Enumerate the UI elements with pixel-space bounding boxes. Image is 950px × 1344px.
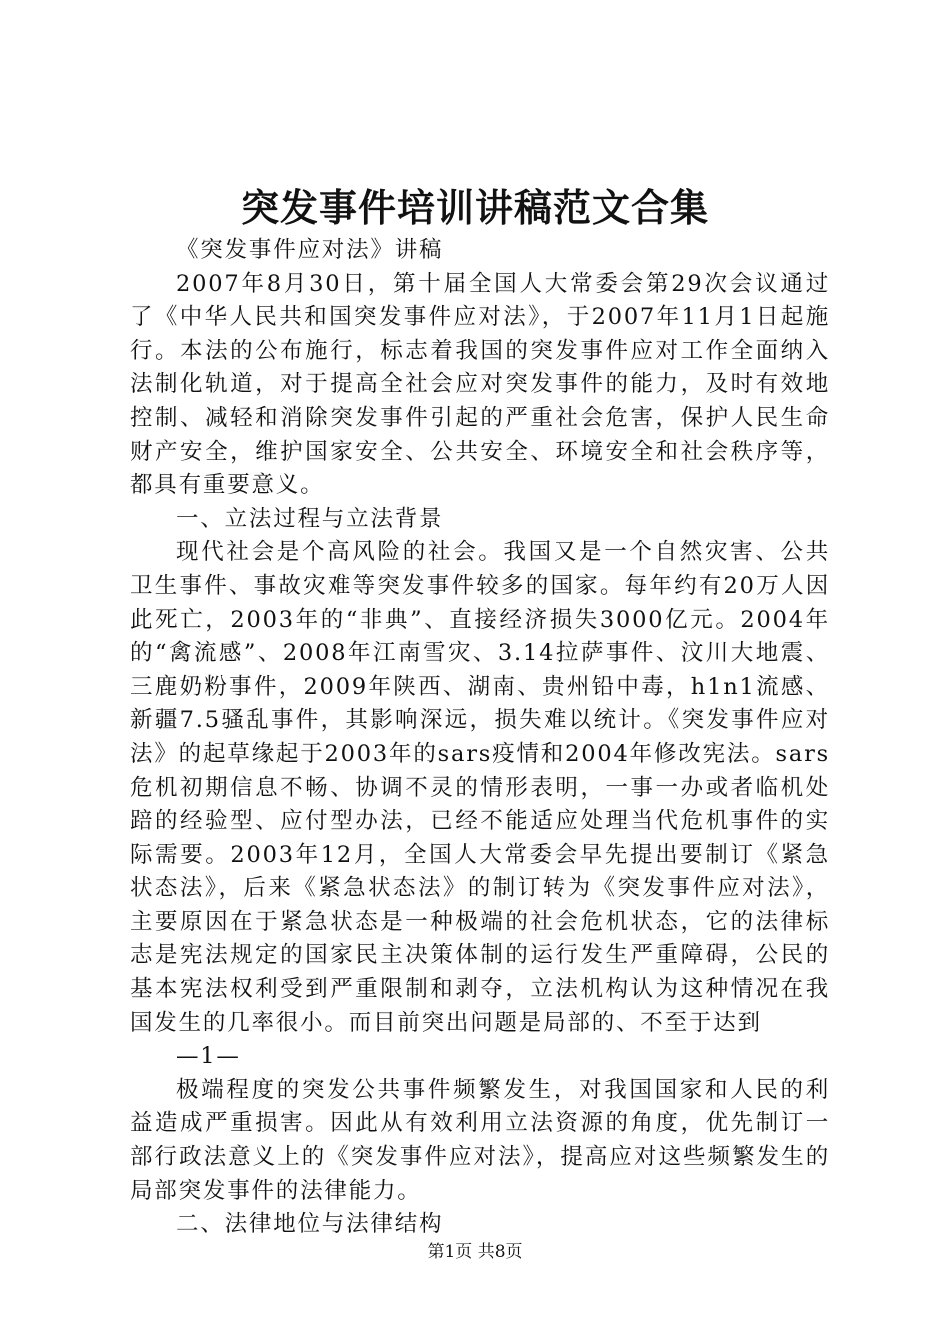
section-heading-2: 二、法律地位与法律结构 xyxy=(176,1211,444,1238)
paragraph-continuation: 极端程度的突发公共事件频繁发生，对我国国家和人民的利益造成严重损害。因此从有效利用立法资源的角度，优先制订一部行政法意义上的《突发事件应对法》，提高应对这些频繁发生的局部突发事件的法律能力。 xyxy=(130,1076,830,1204)
paragraph-intro: 2007年8月30日，第十届全国人大常委会第29次会议通过了《中华人民共和国突发事件应对法》，于2007年11月1日起施行。本法的公布施行，标志着我国的突发事件应对工作全面纳入法制化轨道，对于提高全社会应对突发事件的能力，及时有效地控制、减轻和消除突发事件引起的严重社会危害，保护人民生命财产安全，维护国家安全、公共安全、环境安全和社会秩序等，都具有重要意义。 xyxy=(130,270,830,499)
document-body xyxy=(130,234,830,1242)
speech-heading: 《突发事件应对法》讲稿 xyxy=(176,237,444,263)
page-footer: 第1页 共8页 xyxy=(427,1242,523,1262)
section-heading-1: 一、立法过程与立法背景 xyxy=(176,505,444,532)
document-title: 突发事件培训讲稿范文合集 xyxy=(240,185,709,230)
inline-page-marker: —1— xyxy=(176,1043,241,1070)
paragraph-background: 现代社会是个高风险的社会。我国又是一个自然灾害、公共卫生事件、事故灾难等突发事件较多的国家。每年约有20万人因此死亡，2003年的“非典”、直接经济损失3000亿元。2004年的“禽流感”、2008年江南雪灾、3.14拉萨事件、汶川大地震、三鹿奶粉事件，2009年陕西、湖南、贵州铅中毒，h1n1流感、新疆7.5骚乱事件，其影响深远，损失难以统计。《突发事件应对法》的起草缘起于2003年的sars疫情和2004年修改宪法。sars危机初期信息不畅、协调不灵的情形表明，一事一办或者临机处踣的经验型、应付型办法，已经不能适应处理当代危机事件的实际需要。2003年12月，全国人大常委会早先提出要制订《紧急状态法》，后来《紧急状态法》的制订转为《突发事件应对法》，主要原因在于紧急状态是一种极端的社会危机状态，它的法律标志是宪法规定的国家民主决策体制的运行发生严重障碍，公民的基本宪法权利受到严重限制和剥夺，立法机构认为这种情况在我国发生的几率很小。而目前突出问题是局部的、不至于达到 xyxy=(130,539,830,1036)
